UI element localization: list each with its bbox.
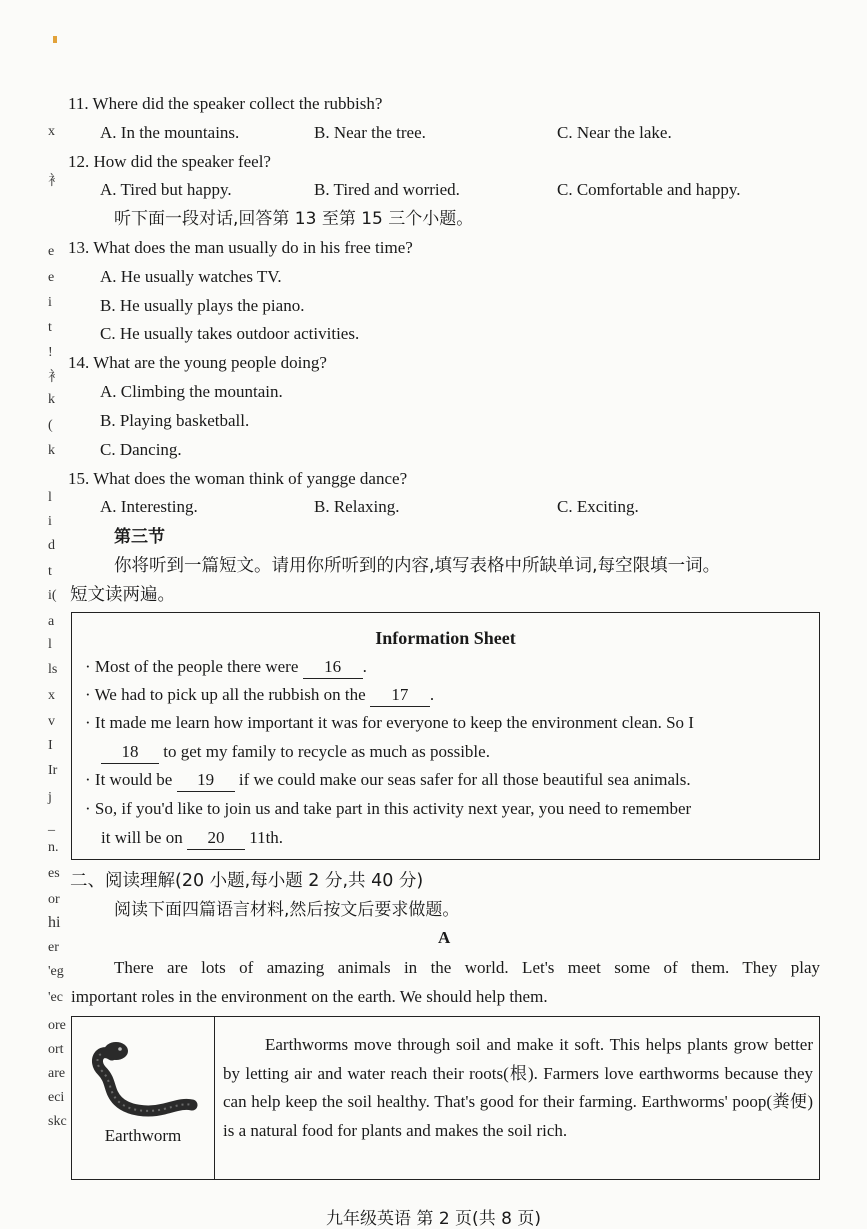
margin-fragment: I [48, 738, 53, 753]
passage-intro-line1: There are lots of amazing animals in the world. Let's meet some of them. They play [114, 958, 820, 977]
margin-fragment: i [48, 514, 52, 529]
info-row-1-end: . [362, 657, 367, 676]
info-row-5-line1: · So, if you'd like to join us and take part in this activity next year, you need to remember [85, 799, 692, 818]
margin-fragment: d [48, 538, 55, 553]
q12-option-a: A. Tired but happy. [100, 180, 232, 199]
margin-fragment: x [48, 688, 55, 703]
margin-fragment: l [48, 490, 52, 505]
margin-fragment: j [48, 790, 52, 805]
margin-fragment: ort [48, 1042, 64, 1057]
earthworm-table [71, 1016, 820, 1180]
question-13: 13. What does the man usually do in his free time? [68, 238, 413, 257]
passage-label: A [438, 928, 451, 947]
info-row-4-text: · It would be [85, 770, 177, 789]
question-12: 12. How did the speaker feel? [68, 152, 271, 171]
blank-17[interactable]: 17 [370, 684, 430, 707]
dialogue-instruction: 听下面一段对话,回答第 13 至第 15 三个小题。 [114, 209, 474, 229]
q12-option-c: C. Comfortable and happy. [557, 180, 741, 199]
info-row-5-line2 [101, 827, 283, 850]
q11-option-a: A. In the mountains. [100, 123, 240, 142]
margin-fragment: 衤 [48, 174, 62, 189]
question-11: 11. Where did the speaker collect the rubbish? [68, 94, 383, 113]
margin-fragment: es [48, 866, 60, 881]
info-row-3-line1: · It made me learn how important it was for everyone to keep the environment clean. So I [85, 713, 694, 732]
margin-fragment: are [48, 1066, 66, 1081]
section-3-heading: 第三节 [114, 527, 165, 547]
margin-fragment: Ir [48, 763, 58, 778]
question-14: 14. What are the young people doing? [68, 353, 327, 372]
section-3-instruction-line2: 短文读两遍。 [70, 585, 175, 605]
info-row-5-text: it will be on [101, 828, 187, 847]
blank-19[interactable]: 19 [177, 769, 235, 792]
info-row-1 [85, 656, 367, 679]
q12-option-b: B. Tired and worried. [314, 180, 460, 199]
margin-fragment: n. [48, 840, 59, 855]
margin-fragment: eci [48, 1090, 65, 1105]
margin-fragment: i( [48, 588, 57, 603]
margin-fragment: _ [48, 818, 55, 833]
q11-option-c: C. Near the lake. [557, 123, 672, 142]
info-row-1-text: · Most of the people there were [85, 657, 303, 676]
q14-option-b: B. Playing basketball. [100, 411, 250, 430]
section-3-instruction-line1: 你将听到一篇短文。请用你所听到的内容,填写表格中所缺单词,每空限填一词。 [114, 556, 721, 576]
margin-fragment: ! [48, 345, 53, 360]
margin-fragment: ls [48, 662, 58, 677]
blank-18[interactable]: 18 [101, 741, 159, 764]
question-15: 15. What does the woman think of yangge dance? [68, 469, 408, 488]
blank-16[interactable]: 16 [303, 656, 363, 679]
margin-fragment: k [48, 392, 55, 407]
information-sheet-title: Information Sheet [375, 628, 516, 648]
info-row-2-end: . [429, 685, 435, 704]
margin-fragment: skc [48, 1114, 67, 1129]
margin-fragment: ( [48, 418, 53, 433]
information-sheet [71, 612, 820, 860]
part-2-instruction: 阅读下面四篇语言材料,然后按文后要求做题。 [114, 900, 460, 920]
margin-fragment: t [48, 320, 52, 335]
q11-option-b: B. Near the tree. [314, 123, 426, 142]
part-2-heading: 二、阅读理解(20 小题,每小题 2 分,共 40 分) [70, 871, 424, 891]
margin-fragment: e [48, 244, 55, 259]
blank-20[interactable]: 20 [187, 827, 245, 850]
q15-option-c: C. Exciting. [557, 497, 639, 516]
margin-fragment: k [48, 443, 55, 458]
q13-option-b: B. He usually plays the piano. [100, 296, 305, 315]
q13-option-a: A. He usually watches TV. [100, 267, 282, 286]
earthworm-description: Earthworms move through soil and make it soft. This helps plants grow better by letting air and water reach their roots(根). Farmers love earthworms because they can help keep the soil healthy. That's good for their farming. Earthworms' poop(粪便) is a natural food for plants and makes the soil rich. [223, 1035, 813, 1140]
earthworm-caption: Earthworm [104, 1126, 182, 1145]
margin-fragment: or [48, 892, 60, 907]
page-footer: 九年级英语 第 2 页(共 8 页) [326, 1209, 541, 1229]
margin-fragment: 'ec [48, 990, 63, 1005]
corner-mark [53, 36, 57, 43]
margin-fragment: t [48, 564, 52, 579]
margin-fragment: 'eg [48, 964, 64, 979]
info-row-2-text: · We had to pick up all the rubbish on the [85, 685, 370, 704]
q15-option-b: B. Relaxing. [314, 497, 400, 516]
passage-intro-line2: important roles in the environment on the earth. We should help them. [71, 987, 548, 1006]
q14-option-a: A. Climbing the mountain. [100, 382, 283, 401]
margin-fragment: hi [48, 914, 61, 931]
margin-fragment: i [48, 295, 52, 310]
q14-option-c: C. Dancing. [100, 440, 182, 459]
earthworm-image-cell [72, 1017, 215, 1179]
q13-option-c: C. He usually takes outdoor activities. [100, 324, 360, 343]
earthworm-illustration [72, 1017, 214, 1127]
info-row-2 [85, 684, 434, 707]
info-row-4 [85, 769, 691, 792]
margin-fragment: ore [48, 1018, 66, 1033]
info-row-4-end: if we could make our seas safer for all those beautiful sea animals. [234, 770, 691, 789]
margin-fragment: v [48, 714, 55, 729]
margin-fragment: er [48, 940, 59, 955]
margin-fragment: 衤 [48, 370, 62, 385]
q15-option-a: A. Interesting. [100, 497, 198, 516]
margin-fragment: a [48, 614, 55, 629]
info-row-3-end: to get my family to recycle as much as possible. [159, 742, 490, 761]
info-row-5-end: 11th. [244, 828, 284, 847]
margin-fragment: e [48, 270, 55, 285]
info-row-3-line2 [101, 741, 490, 764]
margin-fragment: x [48, 124, 55, 139]
margin-fragment: l [48, 637, 52, 652]
